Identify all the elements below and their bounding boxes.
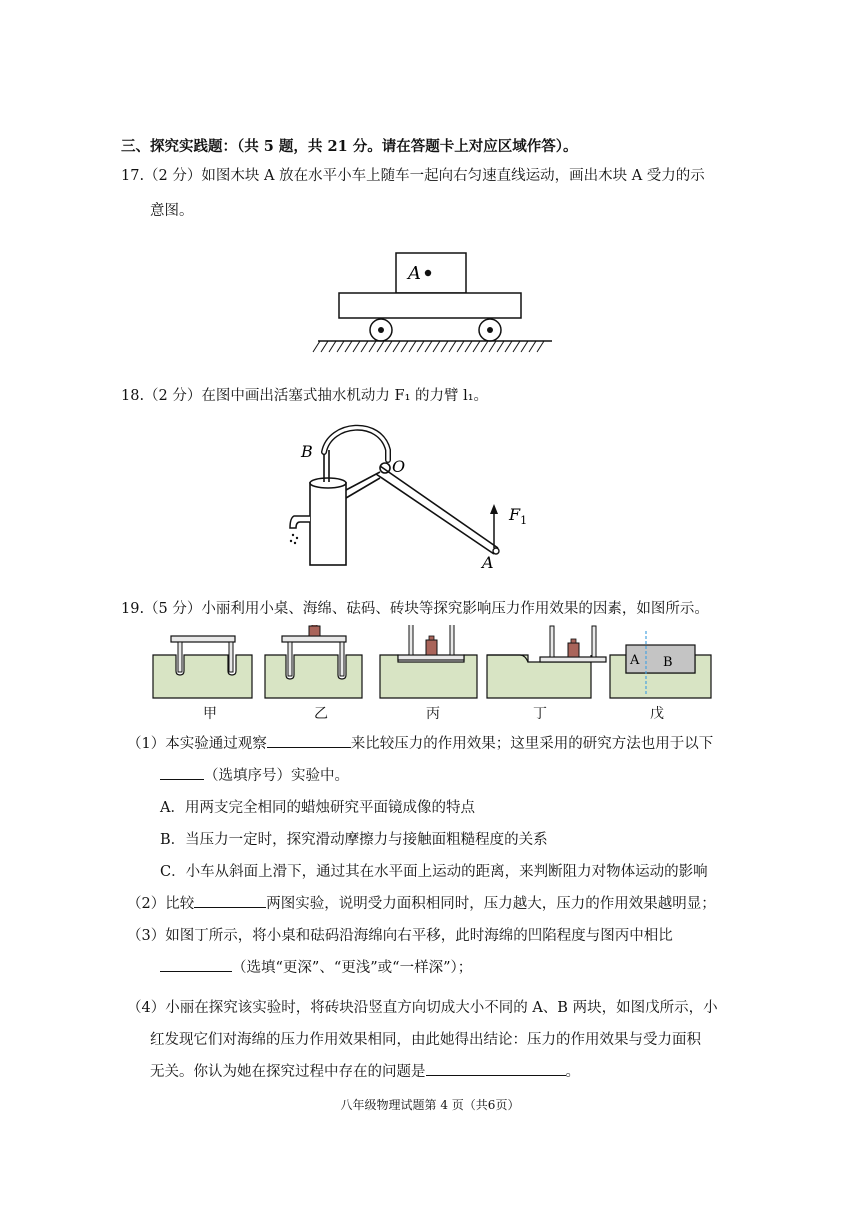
figure-wu (610, 631, 711, 698)
sub-question-2: （2）比较 两图实验，说明受力面积相同时，压力越大，压力的作用效果越明显； (127, 892, 716, 913)
question-19-text: 19.（5 分）小丽利用小桌、海绵、砝码、砖块等探究影响压力作用效果的因素，如图所示。 (121, 601, 709, 617)
wood-block-label: A (408, 263, 421, 284)
figure-yi (265, 625, 362, 698)
sub-question-3-cont: （选填“更深”、“更浅”或“一样深”）； (160, 956, 472, 977)
answer-blank-4[interactable] (160, 957, 232, 972)
water-pump-diagram (280, 420, 540, 570)
answer-blank-5[interactable] (426, 1061, 566, 1076)
option-c: C．小车从斜面上滑下，通过其在水平面上运动的距离，来判断阻力对物体运动的影响 (160, 864, 708, 880)
answer-blank-2[interactable] (160, 765, 204, 780)
pump-cylinder (310, 483, 346, 565)
sub-question-4-cont: 红发现它们对海绵的压力作用效果相同，由此她得出结论：压力的作用效果与受力面积 (150, 1032, 701, 1048)
ground-hatching (313, 341, 544, 352)
figure-jia (153, 636, 252, 698)
brick-label-a: A (630, 653, 640, 668)
sub-question-4: （4）小丽在探究该实验时，将砖块沿竖直方向切成大小不同的 A、B 两块，如图戊所示，小 (127, 1000, 718, 1016)
pressure-experiment-figures (150, 625, 715, 703)
caption-yi: 乙 (314, 706, 328, 722)
sub-question-3: （3）如图丁所示，将小桌和砝码沿海绵向右平移，此时海绵的凹陷程度与图丙中相比 (127, 928, 673, 944)
cart-body (339, 293, 521, 318)
block-center-dot (425, 270, 431, 276)
pump-handle (380, 466, 498, 548)
sub-question-1: （1）本实验通过观察 来比较压力的作用效果；这里采用的研究方法也用于以下 (127, 732, 713, 753)
caption-ding: 丁 (533, 706, 547, 722)
figure-bing (380, 625, 477, 698)
caption-bing: 丙 (426, 706, 440, 722)
figure-ding (487, 626, 606, 698)
question-17-text-cont: 意图。 (150, 203, 194, 219)
pump-spout (290, 516, 310, 528)
label-a: A (482, 553, 494, 570)
label-b: B (301, 442, 313, 461)
question-17-text: 17.（2 分）如图木块 A 放在水平小车上随车一起向右匀速直线运动，画出木块 A 受力的示 (121, 168, 705, 184)
answer-blank-1[interactable] (267, 733, 351, 748)
page-footer: 八年级物理试题第 4 页（共6页） (340, 1098, 520, 1112)
question-18-text: 18.（2 分）在图中画出活塞式抽水机动力 F₁ 的力臂 l₁。 (121, 388, 489, 404)
cart-diagram (310, 248, 560, 358)
curved-arm (324, 428, 388, 460)
option-a: A．用两支完全相同的蜡烛研究平面镜成像的特点 (160, 800, 475, 816)
sub-question-1-cont: （选填序号）实验中。 (160, 764, 349, 785)
sub-question-4-cont2: 无关。你认为她在探究过程中存在的问题是 。 (150, 1060, 580, 1081)
caption-wu: 戊 (650, 706, 664, 722)
label-o: O (392, 457, 406, 476)
option-b: B．当压力一定时，探究滑动摩擦力与接触面粗糙程度的关系 (160, 832, 548, 848)
section-title: 三、探究实践题：（共 5 题，共 21 分。请在答题卡上对应区域作答）。 (121, 138, 578, 155)
answer-blank-3[interactable] (194, 893, 266, 908)
label-f1: $F_1$ (509, 505, 528, 527)
brick-label-b: B (663, 655, 673, 670)
caption-jia: 甲 (203, 706, 217, 722)
